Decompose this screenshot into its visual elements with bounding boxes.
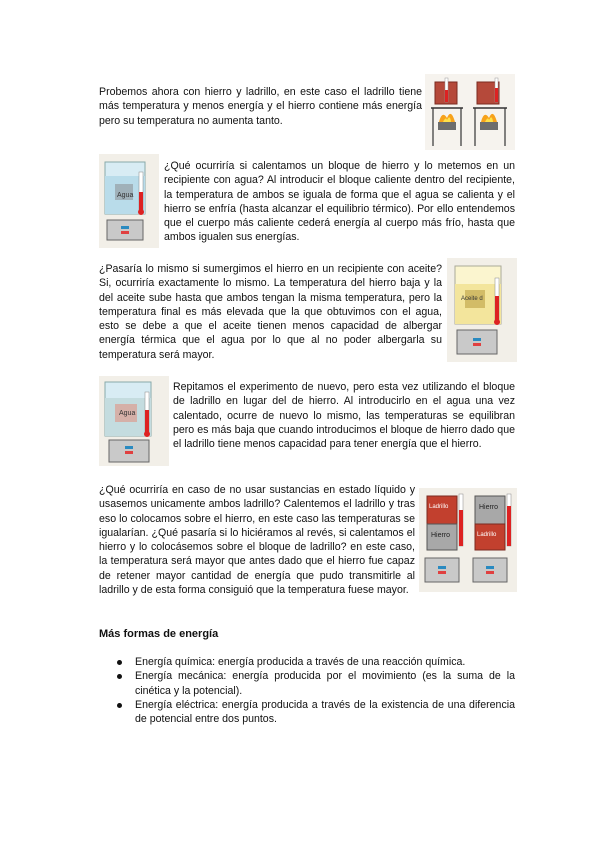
list-item-text: Energía eléctrica: energía producida a través de la existencia de una diferencia de potencial entre dos puntos. (135, 698, 515, 726)
figure-iron-in-oil (447, 258, 517, 362)
paragraph-5: ¿Qué ocurriría en caso de no usar sustancias en estado líquido y usasemos unicamente ambos ladrillo? Calentemos el ladrillo y tras eso lo colocamos sobre el hierro, en este caso las temperaturas se igualarían. ¿Qué pasaría si lo hiciéramos al revés, si calentamos el hierro y lo colocásemos sobre el bloque de ladrillo? en este caso, la temperatura será mayor que antes dado que el hierro fue capaz de retener mayor cantidad de energía que pudo transmitirle al ladrillo y de esta forma consiguió que la temperatura fuese mayor. (99, 484, 415, 597)
figure-iron-in-water (99, 154, 159, 248)
paragraph-2: ¿Qué ocurriría si calentamos un bloque de hierro y lo metemos en un recipiente con agua? Al introducir el bloque caliente dentro del recipiente, la temperatura de ambos se iguala de forma que el agua se calienta y el hierro se enfría (hasta alcanzar el equilibrio térmico). Por ello entendemos que el cuerpo más caliente cederá energía al cuerpo más frío, hasta que ambos igualen sus energías. (164, 160, 515, 244)
section-heading: Más formas de energía (99, 628, 219, 640)
energy-forms-list (99, 655, 515, 726)
figure-heated-blocks (425, 74, 515, 150)
bullet-icon (117, 674, 122, 679)
list-item (99, 669, 515, 698)
figure-label: Hierro (479, 504, 499, 511)
figure-label: Hierro (431, 532, 451, 539)
figure-label: Ladrillo (429, 504, 449, 510)
paragraph-1: Probemos ahora con hierro y ladrillo, en este caso el ladrillo tiene más temperatura y menos energía y el hierro contiene más energía pero su temperatura no aumenta tanto. (99, 86, 422, 127)
paragraph-4: Repitamos el experimento de nuevo, pero esta vez utilizando el bloque de ladrillo en lugar del de hierro. Al introducirlo en el agua una vez calentado, ocurre de nuevo lo mismo, las temperaturas se equilibran pero es más baja que cuando introducimos el bloque de hierro dado que el ladrillo tiene menos capacidad para tener energía que el hierro. (173, 381, 515, 451)
list-item (99, 698, 515, 727)
figure-brick-in-water (99, 376, 169, 466)
figure-label: Agua (117, 192, 134, 199)
list-item (99, 655, 515, 669)
list-item-text: Energía mecánica: energía producida por el movimiento (es la suma de la cinética y la potencial). (135, 670, 515, 697)
paragraph-3: ¿Pasaría lo mismo si sumergimos el hierro en un recipiente con aceite? Si, ocurriría exactamente lo mismo. La temperatura del hierro baja y la del aceite sube hasta que ambos tengan la misma temperatura, pero la temperatura final es más elevada que la que obtuvimos con el agua, esto se debe a que el aceite tienen menos capacidad de albergar energía térmica que el agua por lo que al no poder albergarla su temperatura será mayor. (99, 263, 442, 361)
figure-label: Ladrillo (477, 532, 497, 538)
bullet-icon (117, 660, 122, 665)
figure-label: Agua (119, 410, 136, 417)
figure-stacked-blocks (419, 488, 517, 592)
figure-label: Aceite d (461, 296, 483, 302)
list-item-text: Energía química: energía producida a través de una reacción química. (135, 656, 466, 668)
bullet-icon (117, 703, 122, 708)
